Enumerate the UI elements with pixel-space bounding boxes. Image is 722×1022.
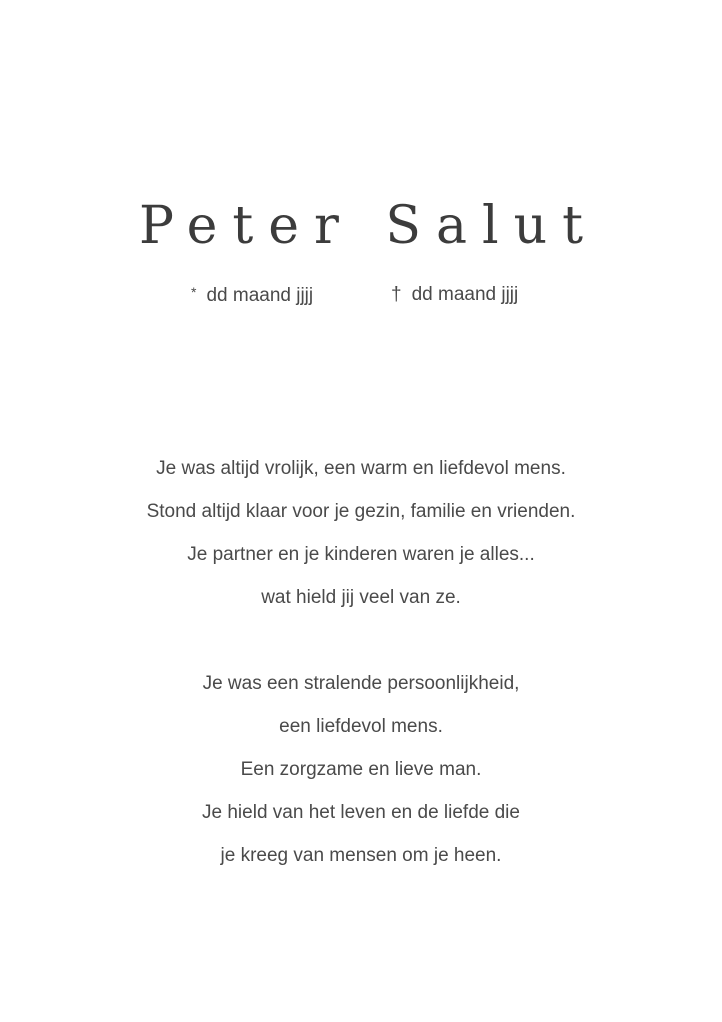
poem-line: wat hield jij veel van ze. [261, 587, 461, 608]
poem-line: Een zorgzame en lieve man. [240, 759, 482, 780]
poem-line: Stond altijd klaar voor je gezin, familie en vrienden. [146, 501, 576, 522]
poem-stanza-2 [0, 667, 722, 882]
poem-line: Je hield van het leven en de liefde die [202, 802, 520, 823]
death-date [391, 284, 518, 306]
birth-date-text: dd maand jjjj [206, 285, 314, 306]
poem-line: een liefdevol mens. [279, 716, 443, 737]
death-cross-icon: † [391, 284, 402, 305]
life-dates [0, 284, 722, 310]
poem-stanza-1 [0, 452, 722, 624]
memorial-poem [0, 452, 722, 882]
poem-line: Je was altijd vrolijk, een warm en liefdevol mens. [156, 458, 566, 479]
poem-line: Je was een stralende persoonlijkheid, [202, 673, 520, 694]
birth-star-icon: * [191, 284, 197, 300]
birth-date [191, 284, 313, 307]
death-date-text: dd maand jjjj [411, 284, 519, 305]
deceased-name: Peter Salut [138, 196, 599, 256]
poem-line: Je partner en je kinderen waren je alles... [187, 544, 535, 565]
poem-line: je kreeg van mensen om je heen. [220, 845, 502, 866]
